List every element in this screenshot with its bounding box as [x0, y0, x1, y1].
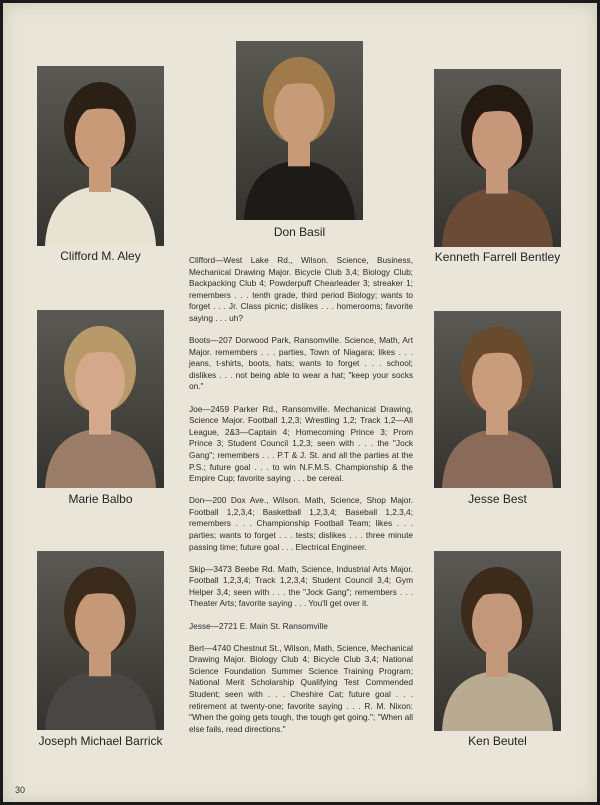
student-name: Marie Balbo: [68, 492, 133, 506]
shoulders-shape: [244, 160, 355, 220]
portrait-clifford-aley: [37, 66, 164, 246]
face-shape: [472, 349, 522, 414]
shoulders-shape: [45, 429, 156, 488]
bio-don: Don—200 Dox Ave., Wilson. Math, Science, Shop Major. Football 1,2,3,4; Basketball 1,2,3,4; Baseball 1,2,3,4; remembers . . . Championship Football Team; likes . . . parties; wants to forget . . . tests; dislikes . . . three minute passing time; future goal . . . Electrical Engineer.: [189, 495, 413, 552]
biographies-column: [189, 255, 413, 746]
portrait-photo: [434, 551, 561, 731]
bio-jesse: Jesse—2721 E. Main St. Ransomville: [189, 620, 328, 631]
face-shape: [472, 590, 522, 656]
portrait-kenneth-bentley: [434, 69, 561, 247]
portrait-don-basil: [236, 41, 363, 220]
bio-boots: Boots—207 Dorwood Park, Ransomville. Science, Math, Art Major. remembers . . . parties, Town of Niagara; likes . . . jeans, t-shirts, boots, hats; wants to forget . . . school; dislikes . . . not being able to wear a hat; "keep your socks on.": [189, 335, 413, 392]
portrait-joseph-barrick: [37, 551, 164, 730]
face-shape: [75, 105, 125, 171]
portrait-photo: [434, 311, 561, 488]
bio-joe: Joe—2459 Parker Rd., Ransomville. Mechanical Drawing, Science Major. Football 1,2,3; Wrestling 1,2; Track 1,2—All League, 2&3—Captain 4; Homecoming Prince 3; Prom Prince 3; Student Council 1,2,3; seen with . . . the "Jock Gang"; remembers . . . P.T & J. St. and all the parties at the P.S.; future goal . . . to win N.F.M.S. Championship & the Empire Cup; favorite saying . . . be cereal.: [189, 403, 413, 484]
bio-clifford: Clifford—West Lake Rd., Wilson. Science, Business, Mechanical Drawing Major. Bicycle Club 3,4; Biology Club; Backpacking Club 4; Powderpuff Chearleader 3; streaker 1; remembers . . . tenth grade, third period Biology; wants to forget . . . Jr. Class picnic; dislikes . . . homerooms; favorite saying . . . uh?: [189, 255, 413, 323]
student-name: Joseph Michael Barrick: [38, 734, 163, 748]
page-number: 30: [15, 785, 26, 795]
portrait-photo: [37, 310, 164, 488]
portrait-photo: [434, 69, 561, 247]
student-name: Ken Beutel: [468, 734, 527, 748]
shoulders-shape: [45, 670, 156, 730]
portrait-photo: [37, 66, 164, 246]
shoulders-shape: [45, 186, 156, 246]
face-shape: [274, 80, 324, 146]
portrait-photo: [236, 41, 363, 220]
student-name: Kenneth Farrell Bentley: [434, 250, 561, 264]
portrait-marie-balbo: [37, 310, 164, 488]
face-shape: [75, 590, 125, 656]
bio-skip: Skip—3473 Beebe Rd. Math, Science, Industrial Arts Major. Football 1,2,3,4; Track 1,2,3,4; Student Council 3,4; Gym Helper 3,4; seen with . . . the "Jock Gang"; remembers . . . Theater Arts; favorite saying . . . You'll get over it.: [189, 563, 413, 609]
portrait-photo: [37, 551, 164, 730]
student-name: Clifford M. Aley: [60, 249, 141, 263]
portrait-jesse-best: [434, 311, 561, 488]
bio-bert: Bert—4740 Chestnut St., Wilson, Math, Science, Mechanical Drawing Major. Biology Club 4; Bicycle Club 3,4; National Science Foundation Summer Science Training Program; National Merit Scholarship Qualifying Test Commended Student; seen with . . . Cheshire Cat; future goal . . . retirement at twenty-one; favorite saying . . . R. M. Nixon: "When the going gets tough, the tough get going."; "When all else fails, read directions.": [189, 642, 413, 734]
face-shape: [472, 108, 522, 173]
shoulders-shape: [442, 671, 553, 731]
student-name: Jesse Best: [468, 492, 527, 506]
shoulders-shape: [442, 188, 553, 247]
student-name: Don Basil: [273, 225, 326, 239]
yearbook-page: [3, 3, 597, 802]
face-shape: [75, 349, 125, 414]
portrait-ken-beutel: [434, 551, 561, 731]
shoulders-shape: [442, 429, 553, 488]
